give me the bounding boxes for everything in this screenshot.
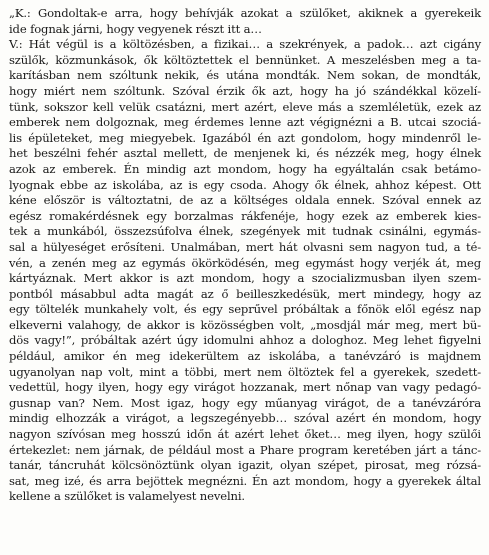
text-line: emberek nem dolgoznak, meg érdemes lenne azt végignézni a B. utcai szociá- — [9, 115, 481, 130]
text-line: hogy miért nem szóltunk. Szóval érzik ők azt, hogy ha jó szándékkal közelí- — [9, 83, 481, 98]
text-line: tanár, táncruhát kölcsönöztünk olyan igazit, olyan szépet, pirosat, meg rózsá- — [9, 458, 481, 473]
text-line: kellene a szülőket is valamelyest nevelni. — [9, 489, 245, 504]
interview-text — [9, 6, 481, 505]
text-line: azok az emberek. Én mindig azt mondom, hogy ha egyáltalán csak betámo- — [9, 161, 481, 176]
text-line: szülők, közmunkások, ők költöztettek el bennünket. A meszelésben meg a ta- — [9, 52, 481, 67]
text-line: kártyáznak. Mert akkor is azt mondom, hogy a szocializmusban ilyen szem- — [9, 271, 481, 286]
text-line: például, amikor én meg idekerültem az iskolába, a tanévzáró is majdnem — [9, 349, 481, 364]
text-line: dös vagy!”, próbáltak azért úgy idomulni ahhoz a dologhoz. Meg lehet figyelni — [9, 333, 481, 348]
text-line: kéne először is változtatni, de az a költséges oldala ennek. Szóval ennek az — [9, 193, 481, 208]
text-line: ide fognak járni, hogy vegyenek részt itt a… — [9, 21, 262, 36]
text-line: lyognak ebbe az iskolába, az is egy csoda. Ahogy ők élnek, ahhoz képest. Ott — [9, 177, 481, 192]
text-line: karításban nem szóltunk nekik, és utána mondták. Nem sokan, de mondták, — [9, 68, 481, 83]
text-line: gusnap van? Nem. Most igaz, hogy egy műanyag virágot, de a tanévzáróra — [9, 395, 481, 410]
text-line: lis épületeket, meg miegyebek. Igazából én azt gondolom, hogy mindenről le- — [9, 130, 481, 145]
text-line: elkeverni valahogy, de akkor is közösségben volt, „mosdjál már meg, mert bü- — [9, 317, 481, 332]
text-line: het beszélni fehér asztal mellett, de menjenek ki, és nézzék meg, hogy élnek — [9, 146, 481, 161]
text-line: egész romakérdésnek egy borzalmas rákfenéje, hogy ezek az emberek kies- — [9, 208, 481, 223]
text-line: sat, meg izé, és arra bejöttek megnézni. Én azt mondom, hogy a gyerekek által — [9, 473, 481, 488]
text-line: vén, a zenén meg az egymás ökörködésén, meg egymást hogy verjék át, meg — [9, 255, 481, 270]
text-line: vedettül, hogy ilyen, hogy egy virágot hozzanak, mert nőnap van vagy pedagó- — [9, 380, 481, 395]
text-line: nagyon szívósan meg hosszú időn át azért lehet őket… meg ilyen, hogy szülői — [9, 427, 481, 442]
text-line: sal a hülyeséget erősíteni. Unalmában, mert hát olvasni sem nagyon tud, a té- — [9, 239, 481, 254]
text-line: tek a munkából, összezsúfolva élnek, szegények mit tudnak csinálni, egymás- — [9, 224, 481, 239]
text-line: pontból másabbul adta magát az ő beilleszkedésük, mert mindegy, hogy az — [9, 286, 481, 301]
text-line: értekezlet: nem járnak, de például most a Phare program keretében járt a tánc- — [9, 442, 481, 457]
text-line: V.: Hát végül is a költözésben, a fizikai… a szekrények, a padok… azt cigány — [9, 37, 481, 52]
text-line: tünk, sokszor kell velük csatázni, mert azért, eleve más a szemléletük, ezek az — [9, 99, 481, 114]
text-line: egy töltelék munkahely volt, és egy seprűvel próbáltak a főnök elől egész nap — [9, 302, 481, 317]
text-line: „K.: Gondoltak-e arra, hogy behívják azokat a szülőket, akiknek a gyerekeik — [9, 6, 481, 20]
text-line: mindig elhozzák a virágot, a legszegényebb… szóval azért én mondom, hogy — [9, 411, 481, 426]
text-line: ugyanolyan nap volt, mint a többi, mert nem öltöztek fel a gyerekek, szedett- — [9, 364, 481, 379]
